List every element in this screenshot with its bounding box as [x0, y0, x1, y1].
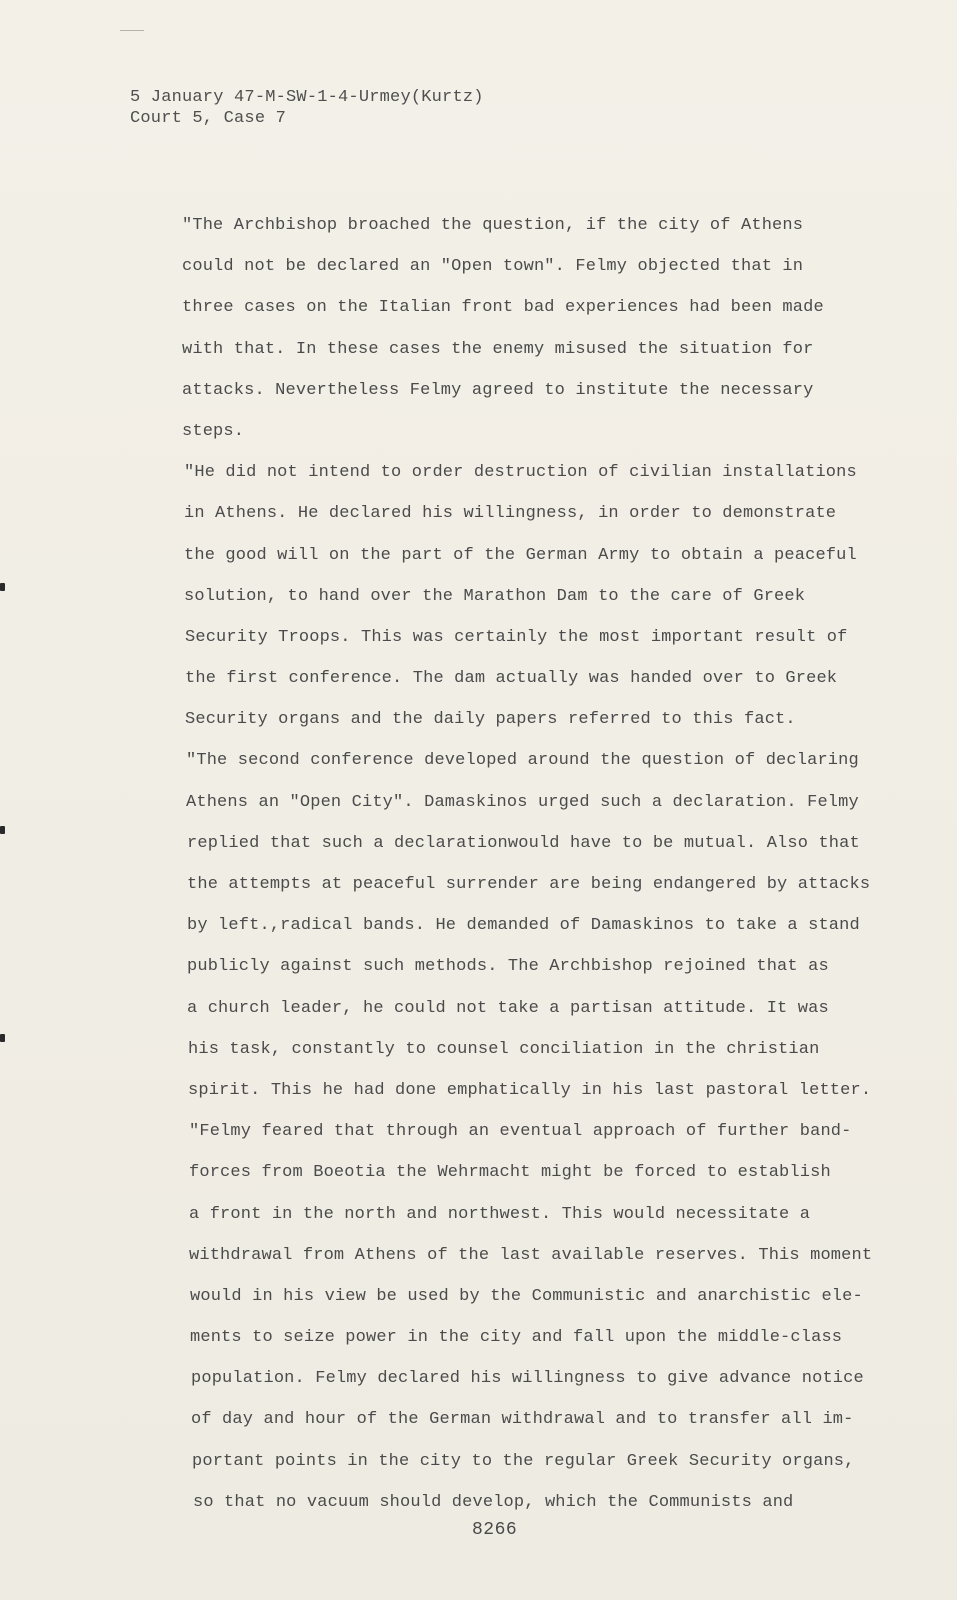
page-number: 8266: [472, 1520, 518, 1540]
body-line: Security Troops. This was certainly the most important result of: [185, 627, 848, 647]
body-line: "Felmy feared that through an eventual approach of further band-: [189, 1122, 852, 1142]
body-line: "He did not intend to order destruction of civilian installations: [184, 463, 857, 483]
body-line: would in his view be used by the Communistic and anarchistic ele-: [190, 1286, 863, 1306]
body-line: the good will on the part of the German Army to obtain a peaceful: [184, 545, 857, 565]
body-line: a front in the north and northwest. This would necessitate a: [189, 1204, 811, 1224]
body-line: the attempts at peaceful surrender are being endangered by attacks: [187, 875, 871, 894]
body-line: of day and hour of the German withdrawal and to transfer all im-: [191, 1410, 854, 1430]
body-line: with that. In these cases the enemy misused the situation for: [182, 339, 814, 359]
body-line: the first conference. The dam actually was handed over to Greek: [185, 669, 838, 689]
body-line: publicly against such methods. The Archbishop rejoined that as: [187, 957, 829, 977]
binding-mark: [0, 826, 5, 834]
body-line: spirit. This he had done emphatically in his last pastoral letter.: [188, 1080, 872, 1100]
body-line: steps.: [182, 421, 245, 441]
body-line: withdrawal from Athens of the last available reserves. This moment: [189, 1245, 873, 1265]
body-line: replied that such a declarationwould have to be mutual. Also that: [187, 833, 860, 853]
body-line: could not be declared an "Open town". Felmy objected that in: [182, 257, 804, 277]
body-line: population. Felmy declared his willingness to give advance notice: [191, 1369, 864, 1389]
body-line: forces from Boeotia the Wehrmacht might be forced to establish: [189, 1163, 831, 1183]
body-line: Security organs and the daily papers referred to this fact.: [185, 710, 796, 730]
body-line: by left.,radical bands. He demanded of Damaskinos to take a stand: [187, 916, 860, 936]
header-reference: 5 January 47-M-SW-1-4-Urmey(Kurtz): [130, 88, 484, 107]
body-line: portant points in the city to the regular Greek Security organs,: [192, 1451, 855, 1471]
body-line: three cases on the Italian front bad experiences had been made: [182, 298, 824, 318]
document-header: [130, 87, 484, 129]
binding-mark: [0, 1034, 5, 1042]
body-line: Athens an "Open City". Damaskinos urged such a declaration. Felmy: [186, 792, 859, 812]
body-line: his task, constantly to counsel conciliation in the christian: [188, 1039, 820, 1059]
body-line: in Athens. He declared his willingness, in order to demonstrate: [184, 504, 837, 524]
header-court: Court 5, Case 7: [130, 109, 287, 128]
body-text: [182, 205, 882, 1523]
body-line: solution, to hand over the Marathon Dam to the care of Greek: [184, 586, 806, 606]
binding-mark: [0, 583, 5, 591]
top-margin-mark: [120, 30, 144, 31]
body-line: "The second conference developed around the question of declaring: [186, 751, 859, 771]
body-line: attacks. Nevertheless Felmy agreed to institute the necessary: [182, 380, 814, 400]
body-line: so that no vacuum should develop, which the Communists and: [193, 1492, 794, 1512]
body-line: ments to seize power in the city and fall upon the middle-class: [190, 1328, 843, 1348]
body-line: "The Archbishop broached the question, if the city of Athens: [182, 216, 804, 235]
body-line: a church leader, he could not take a partisan attitude. It was: [187, 998, 829, 1018]
